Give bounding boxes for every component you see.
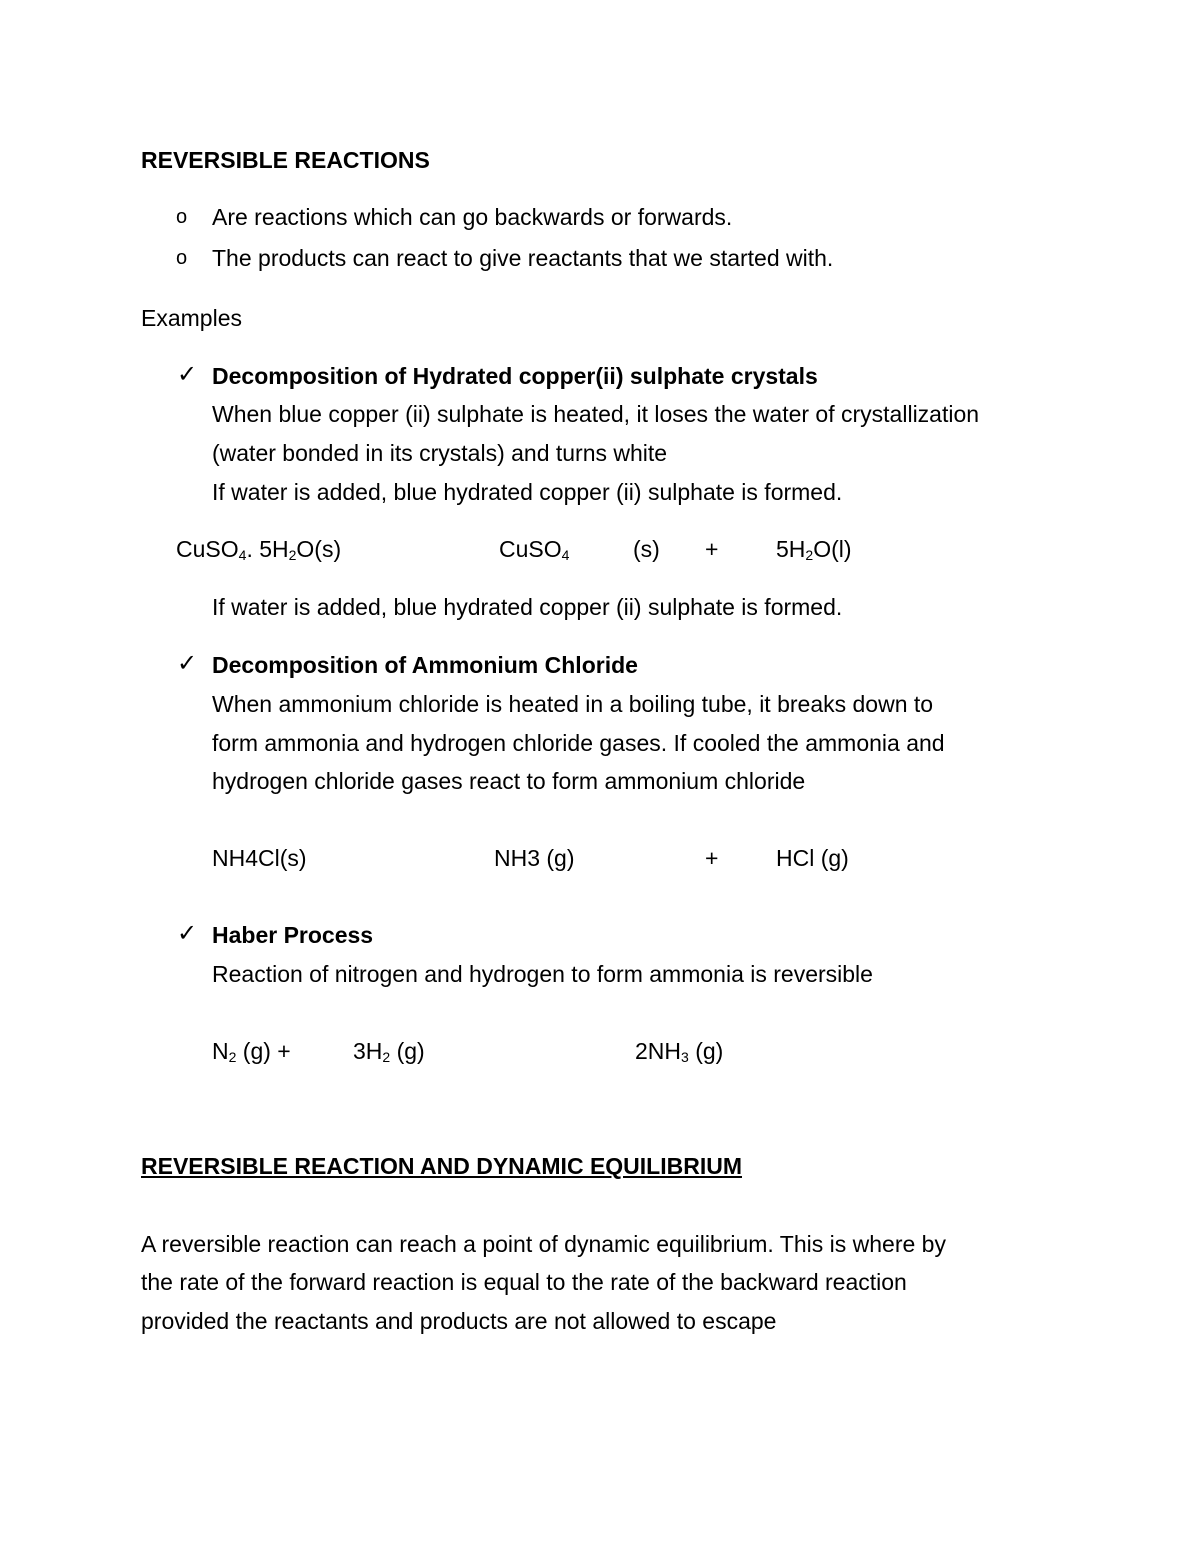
section2-line-1: A reversible reaction can reach a point of dynamic equilibrium. This is where by [141,1231,946,1257]
section2-line-2: the rate of the forward reaction is equal to the rate of the backward reaction [141,1269,907,1295]
examples-label: Examples [141,305,242,331]
equation2-product1: NH3 (g) [494,845,575,871]
section2-line-3: provided the reactants and products are not allowed to escape [141,1308,777,1334]
checkmark-icon: ✓ [177,361,198,388]
equation3-reactant2: $3H_2$ (g) [353,1038,425,1065]
example1-line-3: If water is added, blue hydrated copper (ii) sulphate is formed. [212,479,843,505]
example1-heading: Decomposition of Hydrated copper(ii) sulphate crystals [212,363,818,389]
equation1-product1-state: (s) [633,536,660,562]
equation1-product1: CuSO$_4$ [499,536,570,563]
example2-line-1: When ammonium chloride is heated in a boiling tube, it breaks down to [212,691,934,717]
example1-after: If water is added, blue hydrated copper (ii) sulphate is formed. [212,594,843,620]
example2-heading: Decomposition of Ammonium Chloride [212,652,638,678]
example3-heading: Haber Process [212,922,374,948]
example1-line-1: When blue copper (ii) sulphate is heated, it loses the water of crystallization [212,401,980,427]
equation3-reactant1: $N_2$ (g) + [212,1038,291,1065]
intro-bullet-2: The products can react to give reactants that we started with. [212,245,834,271]
equation3-product: $2NH_3$ (g) [635,1038,724,1065]
equation2-reactant: NH4Cl(s) [212,845,307,871]
example1-line-2: (water bonded in its crystals) and turns white [212,440,668,466]
bullet-marker: o [176,247,188,269]
checkmark-icon: ✓ [177,650,198,677]
equation1-plus: + [705,536,719,562]
section2-heading: REVERSIBLE REACTION AND DYNAMIC EQUILIBRIUM [141,1153,742,1179]
intro-bullet-1: Are reactions which can go backwards or forwards. [212,204,733,230]
equation1-product2: $5H_2O(l)$ [776,536,852,563]
checkmark-icon: ✓ [177,920,198,947]
equation2-product2: HCl (g) [776,845,849,871]
bullet-marker: o [176,206,188,228]
equation2-plus: + [705,845,719,871]
page-title: REVERSIBLE REACTIONS [141,147,430,173]
equation1-reactant: CuSO$_4$. $5H_2O(s)$ [176,536,342,563]
example2-line-2: form ammonia and hydrogen chloride gases. If cooled the ammonia and [212,730,945,756]
example2-line-3: hydrogen chloride gases react to form ammonium chloride [212,768,806,794]
example3-line-1: Reaction of nitrogen and hydrogen to form ammonia is reversible [212,961,873,987]
